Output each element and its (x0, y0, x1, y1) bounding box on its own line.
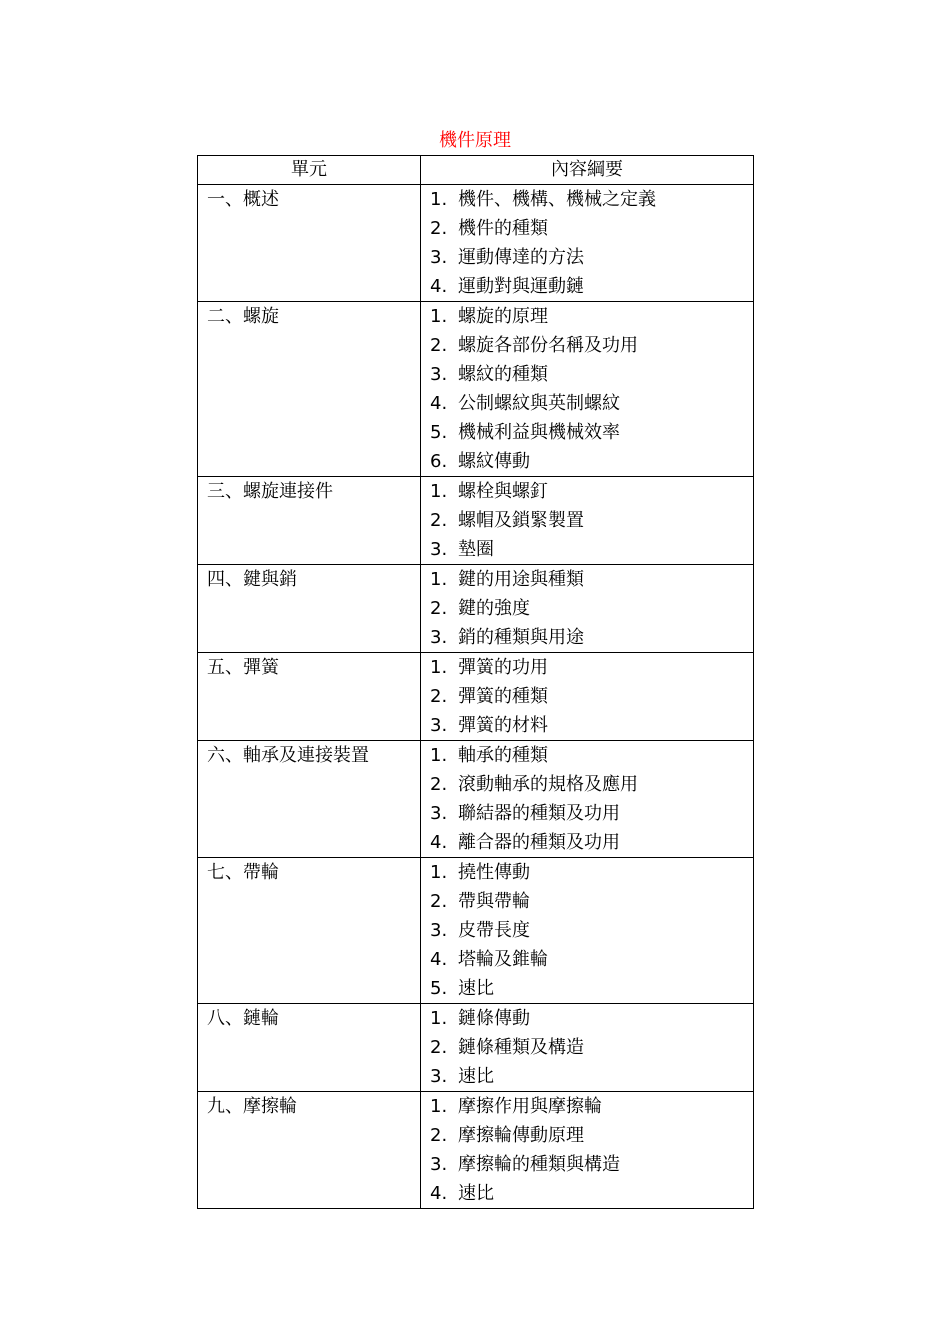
topic-item (430, 331, 753, 360)
syllabus-table (197, 155, 754, 1209)
topic-list (421, 477, 754, 565)
topic-number: 2. (430, 510, 448, 531)
topic-item (430, 185, 753, 214)
topic-text: 速比 (458, 1183, 494, 1204)
table-row (198, 1004, 754, 1092)
topic-text: 銷的種類與用途 (458, 627, 584, 648)
topic-number: 6. (430, 451, 448, 472)
topic-number: 3. (430, 1154, 448, 1175)
topic-item (430, 1033, 753, 1062)
topic-text: 鏈條傳動 (458, 1008, 530, 1029)
topic-item (430, 389, 753, 418)
topic-text: 鏈條種類及構造 (458, 1037, 584, 1058)
topic-item (430, 506, 753, 535)
topic-item (430, 653, 753, 682)
topic-number: 3. (430, 1066, 448, 1087)
unit-name: 九、摩擦輪 (198, 1092, 421, 1209)
topic-item (430, 887, 753, 916)
topic-text: 公制螺紋與英制螺紋 (458, 393, 620, 414)
topic-number: 2. (430, 1037, 448, 1058)
unit-name: 四、鍵與銷 (198, 565, 421, 653)
topic-text: 螺帽及鎖緊製置 (458, 510, 584, 531)
topic-item (430, 477, 753, 506)
topic-number: 4. (430, 276, 448, 297)
table-row (198, 653, 754, 741)
topic-list (421, 1004, 754, 1092)
topic-item (430, 1092, 753, 1121)
topic-number: 4. (430, 1183, 448, 1204)
topic-list (421, 1092, 754, 1209)
table-row (198, 477, 754, 565)
topic-number: 3. (430, 364, 448, 385)
topic-item (430, 1004, 753, 1033)
topic-item (430, 828, 753, 857)
table-row (198, 302, 754, 477)
topic-list (421, 741, 754, 858)
table-row (198, 185, 754, 302)
topic-item (430, 1121, 753, 1150)
topic-text: 螺旋各部份名稱及功用 (458, 335, 638, 356)
topic-text: 速比 (458, 978, 494, 999)
topic-list (421, 302, 754, 477)
topic-number: 3. (430, 715, 448, 736)
topic-number: 2. (430, 218, 448, 239)
topic-text: 運動傳達的方法 (458, 247, 584, 268)
topic-list (421, 565, 754, 653)
table-row (198, 565, 754, 653)
topic-number: 3. (430, 803, 448, 824)
content-column-header: 內容綱要 (421, 156, 754, 185)
topic-text: 機件的種類 (458, 218, 548, 239)
topic-item (430, 243, 753, 272)
topic-item (430, 214, 753, 243)
topic-number: 1. (430, 569, 448, 590)
topic-item (430, 682, 753, 711)
topic-number: 3. (430, 627, 448, 648)
topic-item (430, 799, 753, 828)
unit-name: 三、螺旋連接件 (198, 477, 421, 565)
topic-text: 螺栓與螺釘 (458, 481, 548, 502)
topic-text: 聯結器的種類及功用 (458, 803, 620, 824)
topic-item (430, 974, 753, 1003)
topic-number: 4. (430, 832, 448, 853)
topic-text: 速比 (458, 1066, 494, 1087)
topic-item (430, 1062, 753, 1091)
topic-text: 鍵的用途與種類 (458, 569, 584, 590)
topic-text: 螺紋的種類 (458, 364, 548, 385)
topic-text: 摩擦輪的種類與構造 (458, 1154, 620, 1175)
table-row (198, 1092, 754, 1209)
topic-text: 離合器的種類及功用 (458, 832, 620, 853)
topic-number: 1. (430, 862, 448, 883)
topic-number: 2. (430, 598, 448, 619)
topic-item (430, 360, 753, 389)
topic-text: 摩擦作用與摩擦輪 (458, 1096, 602, 1117)
topic-number: 1. (430, 745, 448, 766)
topic-number: 1. (430, 657, 448, 678)
topic-number: 2. (430, 774, 448, 795)
topic-text: 彈簧的種類 (458, 686, 548, 707)
unit-name: 一、概述 (198, 185, 421, 302)
topic-text: 運動對與運動鏈 (458, 276, 584, 297)
topic-item (430, 535, 753, 564)
syllabus-body (198, 185, 754, 1209)
topic-text: 軸承的種類 (458, 745, 548, 766)
topic-number: 2. (430, 891, 448, 912)
topic-text: 機械利益與機械效率 (458, 422, 620, 443)
topic-item (430, 858, 753, 887)
topic-text: 機件、機構、機械之定義 (458, 189, 656, 210)
topic-text: 撓性傳動 (458, 862, 530, 883)
topic-item (430, 447, 753, 476)
table-row (198, 741, 754, 858)
topic-number: 4. (430, 393, 448, 414)
topic-item (430, 418, 753, 447)
unit-name: 二、螺旋 (198, 302, 421, 477)
table-header-row (198, 156, 754, 185)
topic-number: 2. (430, 1125, 448, 1146)
topic-item (430, 272, 753, 301)
topic-number: 2. (430, 686, 448, 707)
topic-text: 皮帶長度 (458, 920, 530, 941)
topic-item (430, 711, 753, 740)
unit-name: 七、帶輪 (198, 858, 421, 1004)
document-title: 機件原理 (439, 130, 511, 151)
table-row (198, 858, 754, 1004)
topic-text: 螺旋的原理 (458, 306, 548, 327)
unit-name: 六、軸承及連接裝置 (198, 741, 421, 858)
topic-list (421, 858, 754, 1004)
topic-text: 滾動軸承的規格及應用 (458, 774, 638, 795)
topic-number: 1. (430, 1008, 448, 1029)
topic-list (421, 185, 754, 302)
topic-number: 1. (430, 481, 448, 502)
topic-text: 摩擦輪傳動原理 (458, 1125, 584, 1146)
topic-text: 塔輪及錐輪 (458, 949, 548, 970)
unit-name: 五、彈簧 (198, 653, 421, 741)
topic-item (430, 916, 753, 945)
topic-number: 1. (430, 189, 448, 210)
topic-item (430, 770, 753, 799)
topic-text: 帶與帶輪 (458, 891, 530, 912)
topic-number: 1. (430, 1096, 448, 1117)
unit-column-header: 單元 (198, 156, 421, 185)
topic-text: 螺紋傳動 (458, 451, 530, 472)
topic-number: 2. (430, 335, 448, 356)
topic-number: 3. (430, 247, 448, 268)
topic-item (430, 1179, 753, 1208)
topic-number: 3. (430, 539, 448, 560)
topic-number: 5. (430, 422, 448, 443)
topic-number: 1. (430, 306, 448, 327)
topic-item (430, 945, 753, 974)
topic-item (430, 302, 753, 331)
topic-item (430, 741, 753, 770)
topic-number: 3. (430, 920, 448, 941)
topic-text: 墊圈 (458, 539, 494, 560)
topic-list (421, 653, 754, 741)
topic-text: 鍵的強度 (458, 598, 530, 619)
topic-number: 5. (430, 978, 448, 999)
topic-item (430, 1150, 753, 1179)
topic-text: 彈簧的功用 (458, 657, 548, 678)
topic-text: 彈簧的材料 (458, 715, 548, 736)
topic-item (430, 565, 753, 594)
topic-item (430, 623, 753, 652)
topic-item (430, 594, 753, 623)
topic-number: 4. (430, 949, 448, 970)
unit-name: 八、鏈輪 (198, 1004, 421, 1092)
